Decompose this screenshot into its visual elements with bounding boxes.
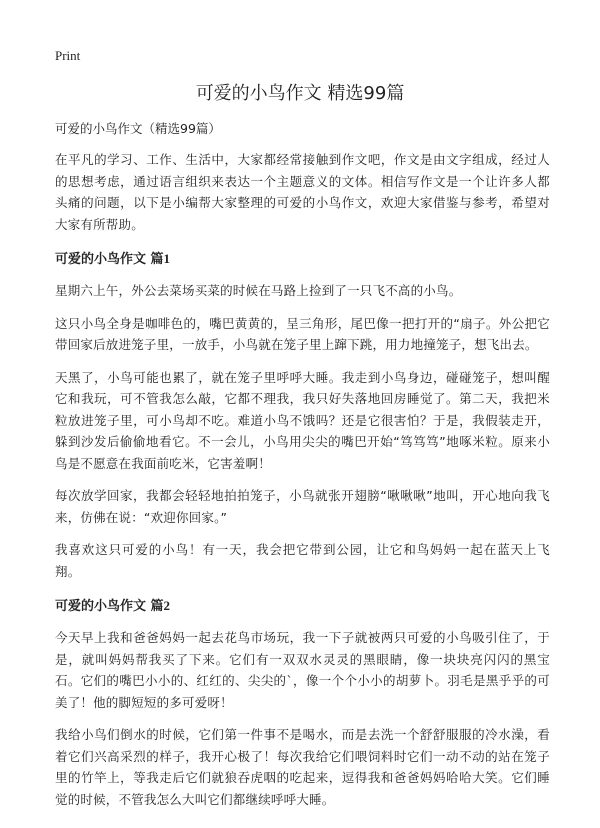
- section-heading-2: [55, 596, 550, 617]
- paragraph: 我喜欢这只可爱的小鸟！有一天，我会把它带到公园，让它和鸟妈妈一起在蓝天上飞翔。: [55, 542, 550, 579]
- page-title: 可爱的小鸟作文 精选99篇: [195, 83, 405, 104]
- paragraph: 这只小鸟全身是咖啡色的，嘴巴黄黄的，呈三角形，尾巴像一把打开的“扇子。外公把它带回家后放进笼子里，一放手，小鸟就在笼子里上蹿下跳，用力地撞笼子，想飞出去。: [55, 315, 550, 352]
- paragraph: 每次放学回家，我都会轻轻地拍拍笼子，小鸟就张开翅膀“啾啾啾”地叫，开心地向我飞来，仿佛在说：“欢迎你回家。”: [55, 488, 550, 525]
- paragraph: 我给小鸟们倒水的时候，它们第一件事不是喝水，而是去洗一个舒舒服服的冷水澡，看着它们兴高采烈的样子，我开心极了！每次我给它们喂饲料时它们一动不动的站在笼子里的竹竿上，等我走后它们就狼吞虎咽的吃起来，逗得我和爸爸妈妈哈哈大笑。它们睡觉的时候，不管我怎么大叫它们都继续呼呼大睡。: [55, 727, 550, 807]
- print-link[interactable]: Print: [55, 48, 81, 63]
- paragraph: 今天早上我和爸爸妈妈一起去花鸟市场玩，我一下子就被两只可爱的小鸟吸引住了，于是，就叫妈妈帮我买了下来。它们有一双双水灵灵的黑眼睛，像一块块亮闪闪的黑宝石。它们的嘴巴小小的、红红的、尖尖的`，像一个个小小的胡萝卜。羽毛是黑乎乎的可美了！他的脚短短的多可爱呀！: [55, 630, 550, 710]
- paragraph: 星期六上午，外公去菜场买菜的时候在马路上捡到了一只飞不高的小鸟。: [55, 283, 462, 298]
- section-heading-text: 可爱的小鸟作文 篇: [55, 252, 164, 267]
- section-heading-text: 可爱的小鸟作文 篇: [55, 599, 164, 614]
- section-heading-number: 2: [163, 598, 171, 613]
- section-heading-1: [55, 249, 550, 270]
- section-heading-number: 1: [163, 251, 171, 266]
- article-subtitle: 可爱的小鸟作文（精选99篇）: [55, 121, 221, 136]
- paragraph: 天黑了，小鸟可能也累了，就在笼子里呼呼大睡。我走到小鸟身边，碰碰笼子，想叫醒它和我玩，可不管我怎么敲，它都不理我，我只好失落地回房睡觉了。第二天，我把米粒放进笼子里，可小鸟却不吃。难道小鸟不饿吗？还是它很害怕？于是，我假装走开，躲到沙发后偷偷地看它。不一会儿，小鸟用尖尖的嘴巴开始“笃笃笃”地啄米粒。原来小鸟是不愿意在我面前吃米，它害羞啊！: [55, 369, 550, 471]
- intro-paragraph: 在平凡的学习、工作、生活中，大家都经常接触到作文吧，作文是由文字组成，经过人的思想考虑，通过语言组织来表达一个主题意义的文体。相信写作文是一个让许多人都头痛的问题，以下是小编帮大家整理的可爱的小鸟作文，欢迎大家借鉴与参考，希望对大家有所帮助。: [55, 152, 550, 232]
- article-body: [55, 120, 550, 821]
